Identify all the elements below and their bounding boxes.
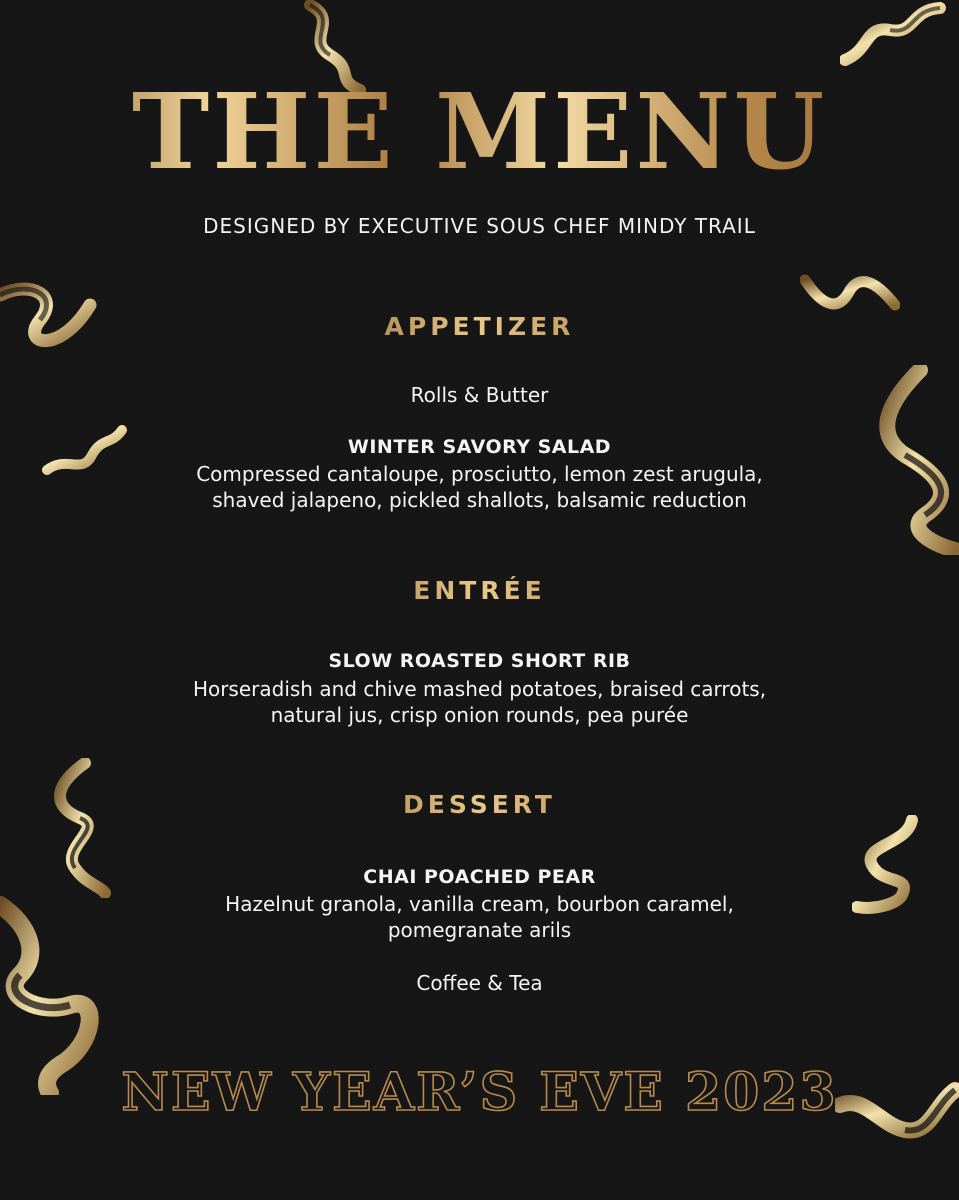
menu-item-name-short-rib: SLOW ROASTED SHORT RIB (328, 650, 631, 672)
menu-item-name-salad: WINTER SAVORY SALAD (347, 436, 612, 458)
menu-item-name-pear: CHAI POACHED PEAR (363, 866, 596, 888)
menu-subtitle: DESIGNED BY EXECUTIVE SOUS CHEF MINDY TRAIL (203, 214, 756, 238)
ribbon-confetti-icon (840, 0, 950, 70)
menu-item-desc-short-rib-line1: Horseradish and chive mashed potatoes, braised carrots, (192, 677, 767, 701)
menu-item-coffee-tea: Coffee & Tea (416, 971, 543, 995)
menu-item-desc-salad-line2: shaved jalapeno, pickled shallots, balsamic reduction (212, 488, 747, 512)
section-heading-entree: ENTRÉE (0, 576, 959, 605)
section-heading-dessert: DESSERT (0, 790, 959, 819)
section-heading-appetizer: APPETIZER (0, 312, 959, 341)
menu-item-desc-pear-line1: Hazelnut granola, vanilla cream, bourbon caramel, (225, 892, 734, 916)
menu-title: THE MENU (0, 72, 959, 192)
event-footer: NEW YEAR’S EVE 2023 (121, 1062, 838, 1123)
menu-item-desc-salad-line1: Compressed cantaloupe, prosciutto, lemon zest arugula, (196, 462, 763, 486)
menu-item-desc-short-rib-line2: natural jus, crisp onion rounds, pea purée (270, 703, 689, 727)
menu-item-desc-pear-line2: pomegranate arils (387, 918, 572, 942)
menu-item-rolls-butter: Rolls & Butter (410, 383, 549, 407)
